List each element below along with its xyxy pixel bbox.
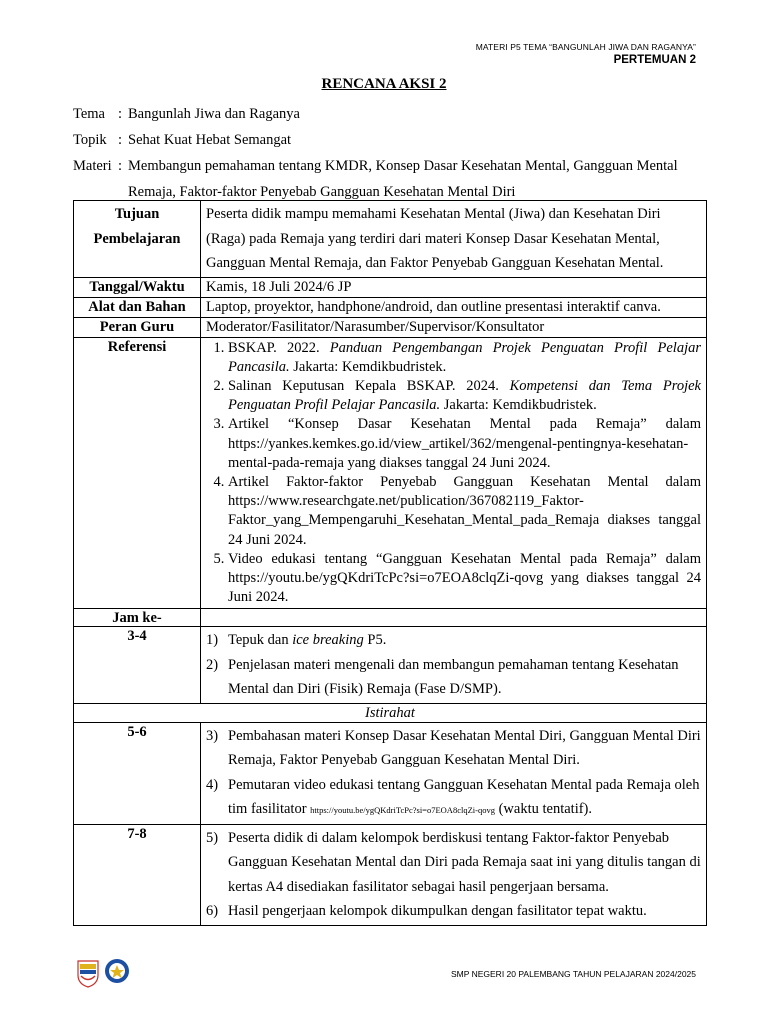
page-header bbox=[476, 42, 696, 66]
peran-label: Peran Guru bbox=[74, 317, 201, 337]
session-label-3: 7-8 bbox=[74, 824, 201, 925]
row-referensi bbox=[74, 337, 707, 609]
session-label-1: 3-4 bbox=[74, 627, 201, 704]
tema-label: Tema bbox=[73, 105, 105, 122]
tanggal-value: Kamis, 18 Juli 2024/6 JP bbox=[201, 277, 707, 297]
session-label-2: 5-6 bbox=[74, 722, 201, 824]
city-emblem-icon bbox=[76, 958, 100, 988]
meta-block bbox=[73, 101, 703, 205]
alat-value: Laptop, proyektor, handphone/android, dan outline presentasi interaktif canva. bbox=[201, 297, 707, 317]
peran-value: Moderator/Fasilitator/Narasumber/Supervisor/Konsultator bbox=[201, 317, 707, 337]
tema-value: Bangunlah Jiwa dan Raganya bbox=[128, 105, 300, 122]
row-istirahat bbox=[74, 703, 707, 722]
header-meeting: PERTEMUAN 2 bbox=[613, 54, 696, 66]
row-session-2 bbox=[74, 722, 707, 824]
materi-label: Materi bbox=[73, 158, 112, 174]
colon: : bbox=[118, 105, 123, 122]
referensi-list-cell bbox=[201, 337, 707, 609]
referensi-list bbox=[206, 339, 701, 608]
activity-item: 1) Tepuk dan ice breaking P5. bbox=[206, 632, 387, 649]
list-item: 2. Salinan Keputusan Kepala BSKAP. 2024. Kompetensi dan Tema Projek Penguatan Profil Pelajar Pancasila. Jakarta: Kemdikbudristek. bbox=[228, 377, 701, 415]
activity-item: 3) Pembahasan materi Konsep Dasar Kesehatan Mental Diri, Gangguan Mental Diri Remaja, Faktor Penyebab Gangguan Kesehatan Mental Diri. bbox=[206, 727, 701, 769]
header-subject: MATERI P5 TEMA “BANGUNLAH JIWA DAN RAGANYA” bbox=[475, 42, 696, 52]
row-jam bbox=[74, 609, 707, 627]
tujuan-value: Peserta didik mampu memahami Kesehatan Mental (Jiwa) dan Kesehatan Diri (Raga) pada Remaja yang terdiri dari materi Konsep Dasar Kesehatan Mental, Gangguan Mental Remaja, dan Faktor Penyebab Gangguan Kesehatan Mental. bbox=[201, 201, 707, 278]
page-title: RENCANA AKSI 2 bbox=[321, 76, 447, 92]
activity-item: 2) Penjelasan materi mengenali dan membangun pemahaman tentang Kesehatan Mental dan Diri (Fisik) Remaja (Fase D/SMP). bbox=[206, 656, 679, 698]
tujuan-label: Tujuan Pembelajaran bbox=[74, 201, 201, 278]
footer-logos bbox=[76, 958, 130, 988]
session-activities-3 bbox=[201, 824, 707, 925]
row-peran bbox=[74, 317, 707, 337]
list-item: 1. BSKAP. 2022. Panduan Pengembangan Projek Penguatan Profil Pelajar Pancasila. Jakarta: Kemdikbudristek. bbox=[228, 339, 701, 377]
school-logo-icon bbox=[104, 958, 130, 984]
row-tujuan bbox=[74, 201, 707, 278]
action-plan-table bbox=[73, 200, 707, 926]
activity-item: 4) Pemutaran video edukasi tentang Gangguan Kesehatan Mental pada Remaja oleh tim fasilitator https://youtu.be/ygQKdriTcPc?si=o7EOA8clqZi-qovg (waktu tentatif). bbox=[206, 776, 700, 818]
materi-value: Membangun pemahaman tentang KMDR, Konsep Dasar Kesehatan Mental, Gangguan Mental Remaja, Faktor-faktor Penyebab Gangguan Kesehatan Mental Diri bbox=[128, 158, 678, 200]
meta-materi bbox=[73, 153, 703, 205]
colon: : bbox=[118, 131, 123, 148]
session-activities-2 bbox=[201, 722, 707, 824]
activity-item: 5) Peserta didik di dalam kelompok berdiskusi tentang Faktor-faktor Penyebab Gangguan Kesehatan Mental dan Diri pada Remaja saat ini yang ditulis tangan di kertas A4 disediakan fasilitator sebagai hasil pengerjaan bersama. bbox=[206, 829, 701, 895]
colon: : bbox=[118, 158, 123, 174]
list-item: 3. Artikel “Konsep Dasar Kesehatan Mental pada Remaja” dalam https://yankes.kemkes.go.id/view_artikel/362/mengenal-pentingnya-kesehatan-mental-pada-remaja yang diakses tanggal 24 Juni 2024. bbox=[228, 415, 701, 473]
row-session-1 bbox=[74, 627, 707, 704]
list-item: 5. Video edukasi tentang “Gangguan Kesehatan Mental pada Remaja” dalam https://youtu.be/ygQKdriTcPc?si=o7EOA8clqZi-qovg yang diakses tanggal 24 Juni 2024. bbox=[228, 550, 701, 608]
break-label: Istirahat bbox=[74, 703, 707, 722]
jam-empty bbox=[201, 609, 707, 627]
topik-label: Topik bbox=[73, 131, 107, 148]
referensi-label: Referensi bbox=[74, 337, 201, 609]
footer-school: SMP NEGERI 20 PALEMBANG TAHUN PELAJARAN 2024/2025 bbox=[450, 969, 696, 979]
topik-value: Sehat Kuat Hebat Semangat bbox=[128, 131, 292, 148]
row-tanggal bbox=[74, 277, 707, 297]
session-activities-1 bbox=[201, 627, 707, 704]
meta-tema bbox=[73, 101, 703, 127]
activity-item: 6) Hasil pengerjaan kelompok dikumpulkan dengan fasilitator tepat waktu. bbox=[206, 903, 647, 920]
tanggal-label: Tanggal/Waktu bbox=[74, 277, 201, 297]
jam-label: Jam ke- bbox=[74, 609, 201, 627]
row-alat bbox=[74, 297, 707, 317]
list-item: 4. Artikel Faktor-faktor Penyebab Gangguan Kesehatan Mental dalam https://www.researchgate.net/publication/367082119_Faktor-Faktor_yang_Mempengaruhi_Kesehatan_Mental_pada_Remaja diakses tanggal 24 Juni 2024. bbox=[228, 473, 701, 550]
alat-label: Alat dan Bahan bbox=[74, 297, 201, 317]
video-link[interactable]: https://youtu.be/ygQKdriTcPc?si=o7EOA8clqZi-qovg bbox=[310, 805, 495, 816]
meta-topik bbox=[73, 127, 703, 153]
row-session-3 bbox=[74, 824, 707, 925]
